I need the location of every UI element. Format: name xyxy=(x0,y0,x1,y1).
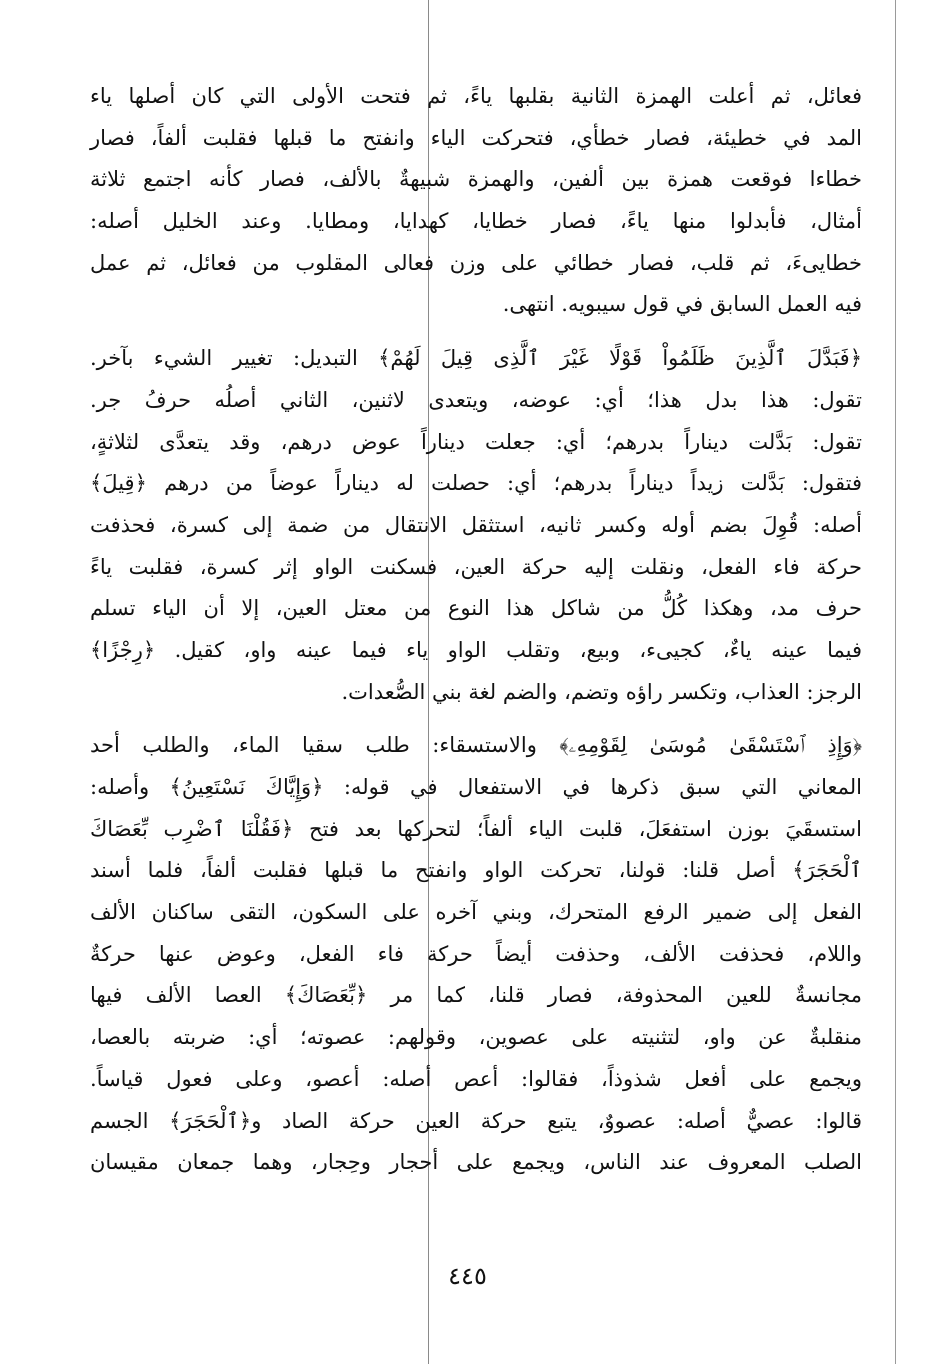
text-line: ويجمع على أفعل شذوذاً، فقالوا: أعص أصله: أعصو، وعلى فعول قياساً. xyxy=(90,1066,862,1091)
text-line: فعائل، ثم أعلت الهمزة الثانية بقلبها ياءً، ثم فتحت الأولى التي كان أصلها ياء xyxy=(90,84,862,108)
text-line: خطاءا فوقعت همزة بين ألفين، والهمزة شبيهةٌ بالألف، فصار كأنه اجتمع ثلاثة xyxy=(90,167,862,192)
body-text xyxy=(90,76,862,1184)
text-line: ٱلْحَجَرَ﴾ أصل قلنا: قولنا، تحركت الواو وانفتح ما قبلها فقلبت ألفاً، فلما أسند xyxy=(90,858,862,883)
text-line: حرف مد، وهكذا كُلُّ من شاكل هذا النوع من معتل العين، إلا أن الياء تسلم xyxy=(90,596,862,621)
text-line: الفعل إلى ضمير الرفع المتحرك، وبني آخره على السكون، التقى ساكنان الألف xyxy=(90,900,862,925)
text-line: قالوا: عصيٌّ أصله: عصووٌ، يتبع حركة العين حركة الصاد و﴿ٱلْحَجَرَ﴾ الجسم xyxy=(90,1108,862,1133)
page-edge-line xyxy=(895,0,896,1364)
text-line: المد في خطيئة، فصار خطأي، فتحركت الياء وانفتح ما قبلها فقلبت ألفاً، فصار xyxy=(90,125,862,150)
text-line: ﴿فَبَدَّلَ ٱلَّذِينَ ظَلَمُواْ قَوْلًا غَيْرَ ٱلَّذِى قِيلَ لَهُمْ﴾ التبديل: تغيير الشيء بآخر. xyxy=(90,346,862,371)
text-line: فيه العمل السابق في قول سيبويه. انتهى. xyxy=(502,292,862,317)
text-line: مجانسةٌ للعين المحذوفة، فصار قلنا، كما مر ﴿بِّعَصَاكَ﴾ العصا الألف فيها xyxy=(90,983,862,1008)
text-line: تقول: هذا بدل هذا؛ أي: عوضه، ويتعدى لاثنين، الثاني أصلُه حرفُ جر. xyxy=(90,387,862,412)
text-line: الصلب المعروف عند الناس، ويجمع على أحجار وحِجار، وهما جمعان مقيسان xyxy=(90,1150,862,1175)
paragraph xyxy=(90,725,862,1184)
text-line: أصله: قُوِلَ بضم أوله وكسر ثانيه، استثقل الانتقال من ضمة إلى كسرة، فحذفت xyxy=(90,512,862,537)
text-line: فيما عينه ياءٌ، كجيىء، وبيع، وتقلب الواو ياء فيما عينه واو، كقيل. ﴿رِجْزًا﴾ xyxy=(90,637,862,662)
text-line: واللام، فحذفت الألف، وحذفت أيضاً حركة فاء الفعل، وعوض عنها حركةٌ xyxy=(90,941,862,966)
text-line: خطايىءَ، ثم قلب، فصار خطائي على وزن فعالى المقلوب من فعائل، ثم عمل xyxy=(90,250,862,275)
text-line: الرجز: العذاب، وتكسر راؤه وتضم، والضم لغة بني الصُّعدات. xyxy=(341,679,862,704)
paragraph-gap xyxy=(90,713,862,725)
text-line: فتقول: بَدَّلت زيداً ديناراً بدرهم؛ أي: حصلت له ديناراً عوضاً من درهم ﴿قِيلَ﴾ xyxy=(90,471,862,496)
paragraph-gap xyxy=(90,326,862,338)
text-line: تقول: بَدَّلت ديناراً بدرهم؛ أي: جعلت ديناراً عوض درهم، وقد يتعدَّى لثلاثةٍ، xyxy=(90,429,862,454)
paragraph xyxy=(90,338,862,713)
text-line: منقلبةٌ عن واو، لتثنيته على عصوين، وقولهم: عصوته؛ أي: ضربته بالعصا، xyxy=(90,1025,862,1050)
text-line: أمثال، فأبدلوا منها ياءً، فصار خطايا، كهدايا، ومطايا. وعند الخليل أصله: xyxy=(90,209,862,234)
paragraph xyxy=(90,76,862,326)
text-line: المعاني التي سبق ذكرها في الاستفعال في قوله: ﴿وَإِيَّاكَ نَسْتَعِينُ﴾ وأصله: xyxy=(90,775,862,799)
page-number: ٤٤٥ xyxy=(448,1262,487,1290)
text-line: ﴿وَإِذِ ٱسْتَسْقَىٰ مُوسَىٰ لِقَوْمِهِۦ﴾ والاستسقاء: طلب سقيا الماء، والطلب أحد xyxy=(90,733,862,758)
text-line: استسقَيَ بوزن استفعَلَ، قلبت الياء ألفاً؛ لتحركها بعد فتح ﴿فَقُلْنَا ٱضْرِب بِّعَصَاكَ xyxy=(90,816,862,841)
text-line: حركة فاء الفعل، ونقلت إليه حركة العين، فسكنت الواو إثر كسرة، فقلبت ياءً xyxy=(90,554,862,579)
